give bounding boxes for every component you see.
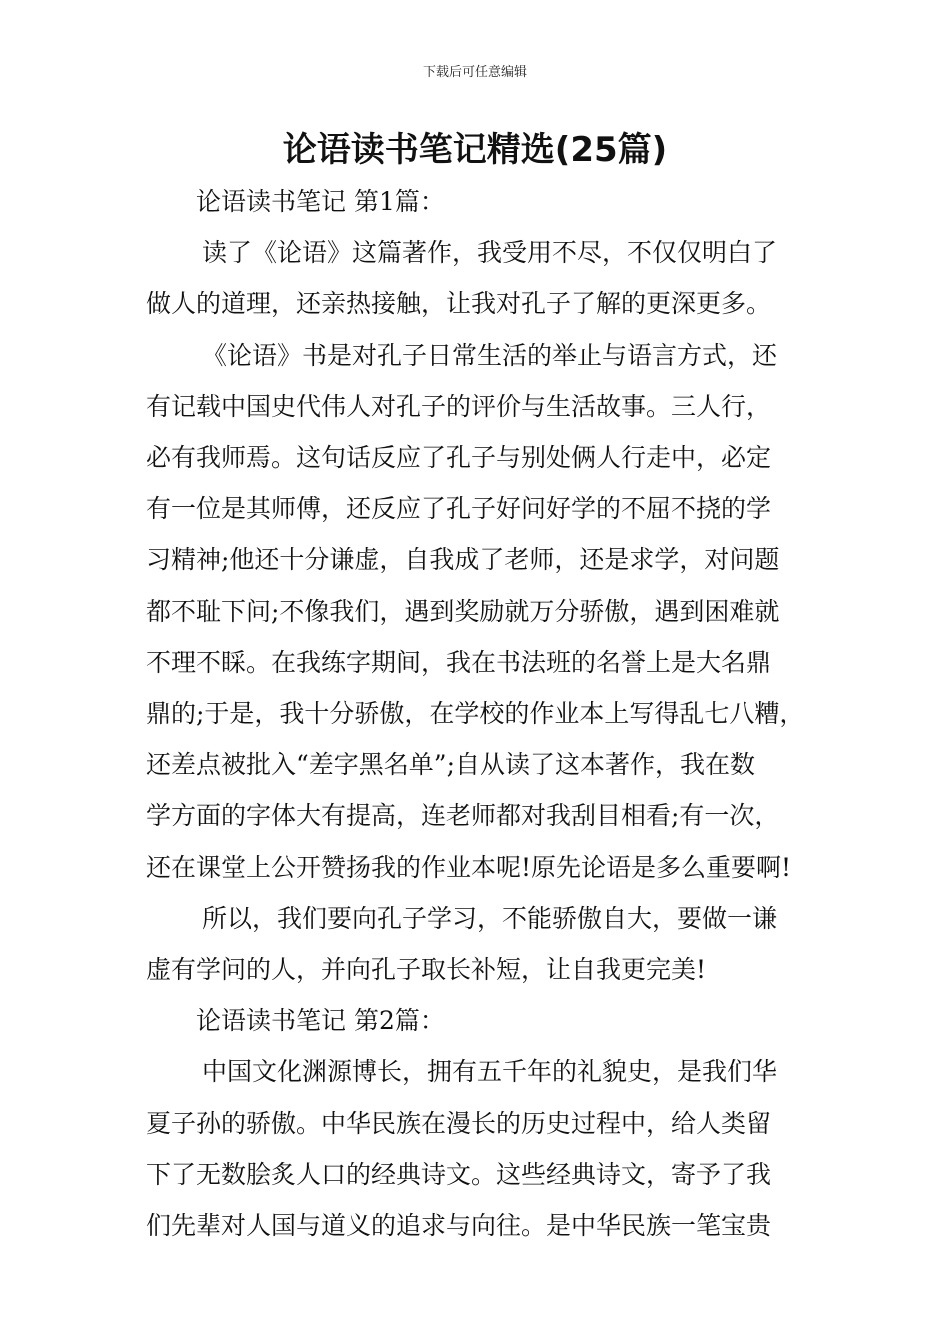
- paragraph: [146, 330, 826, 893]
- text-line: 还在课堂上公开赞扬我的作业本呢!原先论语是多么重要啊!: [146, 852, 792, 882]
- text-line: 都不耻下问;不像我们，遇到奖励就万分骄傲，遇到困难就: [146, 596, 780, 626]
- text-line: 鼎的;于是，我十分骄傲，在学校的作业本上写得乱七八糟，: [146, 699, 805, 729]
- paragraph: [146, 893, 826, 995]
- document-title: 论语读书笔记精选(25篇): [282, 130, 668, 170]
- text-line: 有记载中国史代伟人对孔子的评价与生活故事。三人行，: [146, 391, 772, 421]
- text-line: 还差点被批入“差字黑名单”;自从读了这本著作，我在数: [146, 750, 755, 780]
- text-line: 所以，我们要向孔子学习，不能骄傲自大，要做一谦: [202, 903, 778, 933]
- text-line: 下了无数脍炙人口的经典诗文。这些经典诗文，寄予了我: [146, 1159, 772, 1189]
- section-heading: 论语读书笔记 第1篇：: [196, 187, 445, 216]
- text-line: 读了《论语》这篇著作，我受用不尽，不仅仅明白了: [202, 238, 778, 268]
- text-line: 们先辈对人国与道义的追求与向往。是中华民族一笔宝贵: [146, 1211, 772, 1241]
- text-line: 《论语》书是对孔子日常生活的举止与语言方式，还: [202, 340, 778, 370]
- paragraph: [146, 1046, 826, 1251]
- page-header-note: 下载后可任意编辑: [422, 65, 527, 80]
- text-line: 中国文化渊源博长，拥有五千年的礼貌史，是我们华: [202, 1057, 778, 1087]
- text-line: 不理不睬。在我练字期间，我在书法班的名誉上是大名鼎: [146, 647, 772, 677]
- text-line: 虚有学问的人，并向孔子取长补短，让自我更完美!: [146, 955, 707, 985]
- section-heading: 论语读书笔记 第2篇：: [196, 1006, 445, 1036]
- text-line: 有一位是其师傅，还反应了孔子好问好学的不屈不挠的学: [146, 494, 772, 524]
- text-line: 习精神;他还十分谦虚，自我成了老师，还是求学，对问题: [146, 545, 780, 575]
- text-line: 夏子孙的骄傲。中华民族在漫长的历史过程中，给人类留: [146, 1108, 772, 1138]
- text-line: 必有我师焉。这句话反应了孔子与别处俩人行走中，必定: [146, 443, 772, 473]
- document-body: [146, 176, 826, 1251]
- paragraph: [146, 227, 826, 329]
- text-line: 做人的道理，还亲热接触，让我对孔子了解的更深更多。: [146, 289, 772, 319]
- text-line: 学方面的字体大有提高，连老师都对我刮目相看;有一次，: [146, 801, 780, 831]
